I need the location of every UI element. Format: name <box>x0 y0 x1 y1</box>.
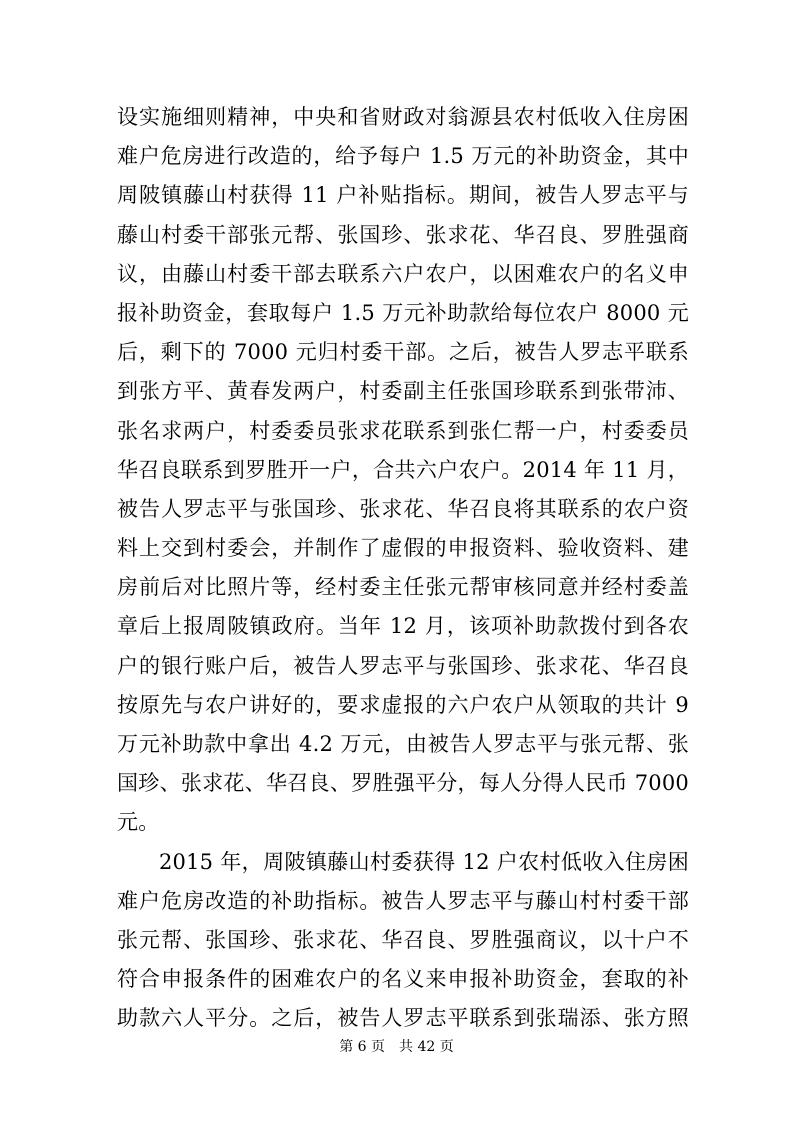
text-line: 设实施细则精神，中央和省财政对翁源县农村低收入住房困 <box>117 105 689 129</box>
text-line: 按原先与农户讲好的，要求虚报的六户农户从领取的共计 9 <box>117 692 689 717</box>
text-line: 难户危房进行改造的，给予每户 1.5 万元的补助资金，其中 <box>117 144 689 169</box>
text-line: 到张方平、黄春发两户，村委副主任张国珍联系到张带沛、 <box>117 379 689 404</box>
text-line: 助款六人平分。之后，被告人罗志平联系到张瑞添、张方照 <box>117 1006 689 1031</box>
text-line: 元。 <box>117 810 160 835</box>
text-line: 周陂镇藤山村获得 11 户补贴指标。期间，被告人罗志平与 <box>117 183 689 208</box>
text-line: 国珍、张求花、华召良、罗胜强平分，每人分得人民币 7000 <box>117 771 689 796</box>
text-line: 房前后对比照片等，经村委主任张元帮审核同意并经村委盖 <box>117 575 689 600</box>
text-line: 难户危房改造的补助指标。被告人罗志平与藤山村村委干部 <box>117 888 689 913</box>
text-line: 张元帮、张国珍、张求花、华召良、罗胜强商议，以十户不 <box>117 927 689 952</box>
document-body <box>117 98 689 1039</box>
text-line: 章后上报周陂镇政府。当年 12 月，该项补助款拨付到各农 <box>117 614 689 639</box>
text-line: 藤山村委干部张元帮、张国珍、张求花、华召良、罗胜强商 <box>117 222 689 247</box>
text-line: 后，剩下的 7000 元归村委干部。之后，被告人罗志平联系 <box>117 340 689 365</box>
text-line: 料上交到村委会，并制作了虚假的申报资料、验收资料、建 <box>117 536 689 561</box>
text-line: 张名求两户，村委委员张求花联系到张仁帮一户，村委委员 <box>117 418 689 443</box>
page-number-footer: 第 6 页 共 42 页 <box>339 1039 454 1055</box>
text-line: 户的银行账户后，被告人罗志平与张国珍、张求花、华召良 <box>117 653 689 678</box>
text-line: 华召良联系到罗胜开一户，合共六户农户。2014 年 11 月， <box>117 457 689 482</box>
text-line: 万元补助款中拿出 4.2 万元，由被告人罗志平与张元帮、张 <box>117 732 689 756</box>
text-line: 符合申报条件的困难农户的名义来申报补助资金，套取的补 <box>117 967 689 992</box>
text-line: 2015 年，周陂镇藤山村委获得 12 户农村低收入住房困 <box>159 849 689 874</box>
text-line: 被告人罗志平与张国珍、张求花、华召良将其联系的农户资 <box>117 496 689 521</box>
text-line: 议，由藤山村委干部去联系六户农户，以困难农户的名义申 <box>117 261 689 286</box>
text-line: 报补助资金，套取每户 1.5 万元补助款给每位农户 8000 元 <box>117 300 689 325</box>
